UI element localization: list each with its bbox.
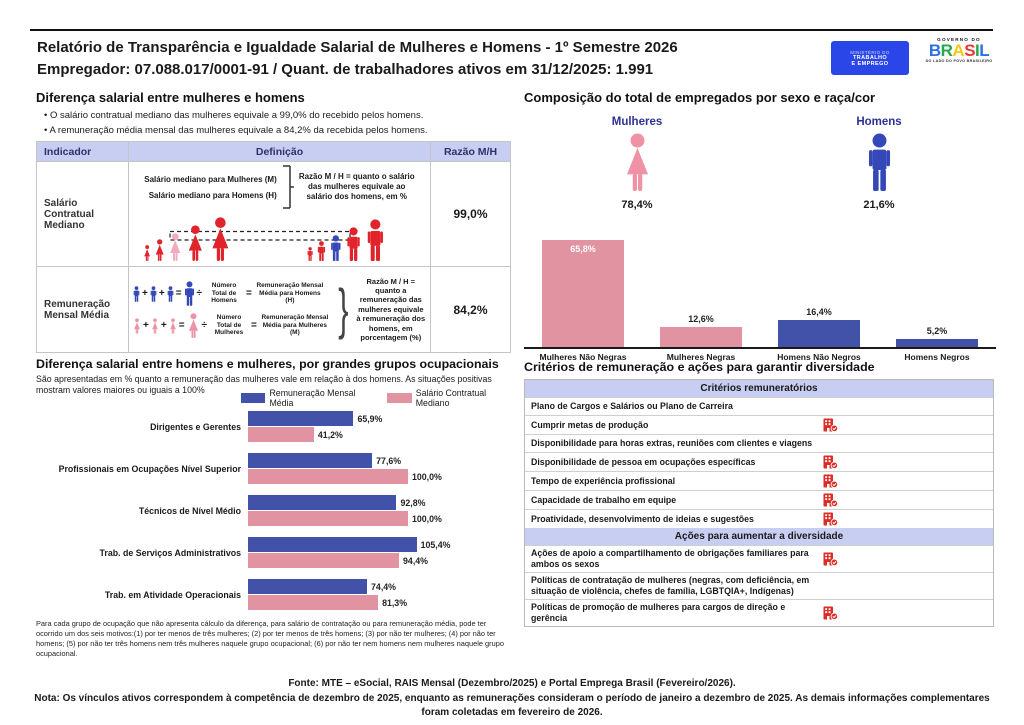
label-salario-homens: Salário mediano para Homens (H) bbox=[148, 190, 277, 200]
comp-bar-slot bbox=[524, 240, 642, 347]
legend-remuneracao bbox=[241, 388, 375, 408]
female-icon bbox=[155, 239, 163, 261]
male-icon bbox=[150, 286, 157, 302]
gov-logo-letter: A bbox=[952, 41, 965, 60]
criteria-row bbox=[525, 599, 993, 626]
ratio-value: 99,0% bbox=[431, 162, 511, 267]
occ-category-label: Profissionais em Ocupações Nível Superior bbox=[58, 463, 241, 474]
homens-percent: 21,6% bbox=[863, 199, 895, 211]
company-check-icon bbox=[823, 418, 838, 432]
occ-bar-value: 105,4% bbox=[420, 539, 451, 550]
occ-chart-row bbox=[36, 537, 516, 569]
male-icon bbox=[307, 247, 312, 261]
label-salario-mulheres: Salário mediano para Mulheres (M) bbox=[144, 174, 277, 184]
top-rule bbox=[30, 29, 993, 31]
indicator-label: Remuneração Mensal Média bbox=[37, 267, 129, 353]
report-subtitle: Empregador: 07.088.017/0001-91 / Quant. de trabalhadores ativos em 31/12/2025: 1.991 bbox=[37, 61, 654, 78]
criteria-label: Políticas de promoção de mulheres para cargos de direção e gerência bbox=[531, 601, 786, 623]
ministry-logo-line2: TRABALHO bbox=[852, 54, 888, 61]
bullet-mean-salary: • A remuneração média mensal das mulheres equivale a 84,2% da recebida pelos homens. bbox=[44, 125, 511, 136]
comp-category-label: Homens Negros bbox=[904, 352, 970, 362]
occ-bar bbox=[248, 553, 399, 568]
section-criteria bbox=[524, 360, 994, 627]
occ-bar bbox=[248, 537, 417, 552]
occ-bar-value: 81,3% bbox=[382, 597, 408, 608]
occ-bar bbox=[248, 579, 367, 594]
occ-bar-line bbox=[248, 537, 516, 552]
col-indicador: Indicador bbox=[37, 142, 129, 162]
comp-category-label: Homens Não Negros bbox=[777, 352, 861, 362]
comp-bar bbox=[542, 240, 624, 347]
occ-category-label: Dirigentes e Gerentes bbox=[150, 421, 241, 432]
male-icon bbox=[317, 241, 324, 261]
equals-op: = bbox=[246, 288, 252, 299]
men-result-label: Remuneração Mensal Média para Homens (H) bbox=[256, 282, 324, 305]
occ-bar-value: 74,4% bbox=[371, 581, 396, 592]
occ-chart-row bbox=[36, 495, 516, 527]
gov-brasil-logo bbox=[916, 37, 1002, 63]
occ-bar-value: 65,9% bbox=[357, 413, 383, 424]
mulheres-label: Mulheres bbox=[611, 116, 663, 128]
divide-op: ÷ bbox=[196, 288, 203, 299]
footer bbox=[32, 677, 992, 721]
occ-bar-line bbox=[248, 411, 516, 426]
criteria-row bbox=[525, 490, 993, 509]
occ-bar-line bbox=[248, 553, 516, 568]
gov-logo-top: GOVERNO DO bbox=[937, 37, 981, 42]
occ-bar bbox=[248, 427, 314, 442]
chart-footnote: Para cada grupo de ocupação que não apresenta cálculo da diferença, para salário de contratação ou para remuneração média, pode ter ocorrido um dos seis motivos:(1) por ter menos de três mulheres; (2) por ter menos de três homens; (3) por não ter mulheres; (4) por não ter homens; (5) por não ter três homens nem três mulheres naquele grupo ocupacional; (6) por não ter nem homens nem mulheres naquele grupo ocupacional. bbox=[36, 619, 504, 658]
legend-swatch-pink bbox=[387, 393, 411, 403]
occ-bar-line bbox=[248, 595, 516, 610]
ratio-definition-note: Razão M / H = quanto a remuneração das mulheres equivale à remuneração dos homens, em porcentagem (%) bbox=[356, 276, 426, 342]
comp-bar-slot bbox=[642, 313, 760, 347]
gov-logo-letter: L bbox=[979, 41, 990, 60]
company-check-icon bbox=[823, 512, 838, 526]
criteria-row bbox=[525, 452, 993, 471]
table-row-remuneracao-media bbox=[37, 267, 511, 353]
female-icon bbox=[144, 245, 150, 261]
occ-bar-group bbox=[248, 495, 516, 527]
ministry-logo-line3: E EMPREGO bbox=[851, 60, 889, 67]
women-result-label: Remuneração Mensal Média para Mulheres (M) bbox=[261, 314, 329, 337]
footer-fonte: Fonte: MTE – eSocial, RAIS Mensal (Dezembro/2025) e Portal Emprega Brasil (Fevereiro/2026). bbox=[288, 678, 736, 689]
group-homens bbox=[814, 116, 944, 211]
chart-legend bbox=[241, 388, 516, 408]
ratio-value: 84,2% bbox=[431, 267, 511, 353]
comp-bar bbox=[660, 313, 742, 347]
criteria-adoption-cell bbox=[823, 493, 987, 507]
gov-logo-letter: B bbox=[928, 41, 941, 60]
comp-bar-slot bbox=[878, 325, 996, 347]
section-composition bbox=[524, 90, 996, 362]
criteria-row bbox=[525, 471, 993, 490]
median-comparison-diagram bbox=[137, 211, 423, 263]
criteria-label: Cumprir metas de produção bbox=[531, 419, 649, 430]
ratio-definition-note: Razão M / H = quanto o salário das mulheres equivale ao salário dos homens, em % bbox=[298, 172, 415, 201]
occ-bar-line bbox=[248, 469, 516, 484]
gov-logo-tagline: DO LADO DO POVO BRASILEIRO bbox=[925, 59, 993, 63]
criteria-section-header: Ações para aumentar a diversidade bbox=[525, 528, 993, 545]
comp-bar-value: 5,2% bbox=[926, 325, 948, 336]
criteria-row bbox=[525, 545, 993, 572]
footer-nota: Nota: Os vínculos ativos correspondem à competência de dezembro de 2025, enquanto as remunerações consideram o período de janeiro a dezembro de 2025. As demais informações complementares foram coletadas em fevereiro de 2026. bbox=[34, 692, 990, 718]
section-occupational bbox=[36, 357, 516, 658]
occ-bar-group bbox=[248, 453, 516, 485]
criteria-table bbox=[524, 379, 994, 627]
plus-op: + bbox=[158, 288, 165, 299]
criteria-adoption-cell bbox=[823, 418, 987, 432]
gov-logo-name bbox=[916, 42, 1002, 59]
legend-label: Remuneração Mensal Média bbox=[269, 388, 356, 408]
male-icon-large bbox=[866, 133, 893, 191]
criteria-label: Ações de apoio a compartilhamento de obrigações familiares para ambos os sexos bbox=[531, 548, 809, 569]
occ-bar-line bbox=[248, 427, 516, 442]
occ-bar bbox=[248, 511, 408, 526]
male-median-icon bbox=[331, 235, 340, 261]
equals-op: = bbox=[178, 320, 185, 331]
section-title: Composição do total de empregados por sexo e raça/cor bbox=[524, 90, 876, 105]
indicator-label: Salário Contratual Mediano bbox=[37, 162, 129, 267]
female-icon bbox=[188, 225, 201, 261]
comp-bar-value: 16,4% bbox=[806, 307, 832, 318]
female-icon-large bbox=[187, 313, 200, 338]
criteria-row bbox=[525, 509, 993, 528]
comp-category-label: Mulheres Negras bbox=[666, 352, 736, 362]
occ-chart-row bbox=[36, 579, 516, 611]
occ-bar-value: 100,0% bbox=[412, 513, 442, 524]
bullet-median-salary: • O salário contratual mediano das mulheres equivale a 99,0% do recebido pelos homens. bbox=[44, 110, 511, 121]
criteria-adoption-cell bbox=[823, 455, 987, 469]
women-total-label: Número Total de Mulheres bbox=[214, 314, 244, 337]
occ-bar bbox=[248, 469, 408, 484]
occ-bar bbox=[248, 453, 372, 468]
company-check-icon bbox=[823, 474, 838, 488]
bracket-icon bbox=[281, 165, 295, 209]
ministry-logo bbox=[831, 41, 909, 75]
legend-salario bbox=[387, 388, 516, 408]
men-average-formula bbox=[133, 281, 331, 306]
section-title: Diferença salarial entre mulheres e homens bbox=[36, 90, 305, 105]
group-mulheres bbox=[572, 116, 702, 211]
comp-category-label: Mulheres Não Negras bbox=[539, 352, 627, 362]
criteria-row bbox=[525, 434, 993, 452]
occ-bar-value: 41,2% bbox=[317, 429, 343, 440]
male-icon bbox=[367, 219, 382, 261]
comp-bar bbox=[778, 307, 860, 347]
ministry-logo-line1: MINISTÉRIO DO bbox=[850, 49, 890, 55]
occ-bar-value: 94,4% bbox=[403, 555, 428, 566]
occ-chart-row bbox=[36, 411, 516, 443]
indicator-table bbox=[36, 141, 511, 353]
occ-category-label: Técnicos de Nível Médio bbox=[138, 505, 241, 516]
report-title: Relatório de Transparência e Igualdade Salarial de Mulheres e Homens - 1º Semestre 2026 bbox=[37, 39, 678, 56]
comp-bar-value: 12,6% bbox=[688, 313, 714, 324]
report-header bbox=[37, 37, 817, 81]
criteria-row bbox=[525, 397, 993, 415]
col-definicao: Definição bbox=[129, 142, 431, 162]
occ-category-label: Trab. em Atividade Operacionais bbox=[104, 589, 241, 600]
gov-logo-letter: R bbox=[940, 41, 953, 60]
gov-logo-letter: S bbox=[964, 41, 976, 60]
occ-bar-group bbox=[248, 411, 516, 443]
legend-label: Salário Contratual Mediano bbox=[415, 388, 487, 408]
occ-bar bbox=[248, 595, 378, 610]
criteria-label: Políticas de contratação de mulheres (negras, com deficiência, em situação de violência, chefes de família, LGBTQIA+, Indígenas) bbox=[531, 574, 810, 596]
company-check-icon bbox=[823, 552, 838, 566]
comp-bar-value: 65,8% bbox=[570, 244, 596, 255]
women-average-formula bbox=[133, 313, 331, 338]
occ-bar-line bbox=[248, 453, 516, 468]
men-total-label: Número Total de Homens bbox=[211, 282, 237, 305]
comp-bar-slot bbox=[760, 307, 878, 347]
male-icon bbox=[167, 286, 174, 302]
table-row-salario-mediano bbox=[37, 162, 511, 267]
male-icon-large bbox=[184, 281, 195, 306]
occ-bar-value: 100,0% bbox=[412, 471, 442, 482]
female-icon bbox=[151, 318, 159, 334]
section-title: Diferença salarial entre homens e mulheres, por grandes grupos ocupacionais bbox=[36, 357, 499, 371]
salary-bullets bbox=[44, 110, 511, 136]
criteria-section-header: Critérios remuneratórios bbox=[525, 380, 993, 397]
male-icon bbox=[133, 286, 140, 302]
equals-op: = bbox=[175, 288, 182, 299]
female-icon bbox=[169, 318, 177, 334]
plus-op: + bbox=[142, 288, 148, 299]
company-check-icon bbox=[823, 493, 838, 507]
col-razao: Razão M/H bbox=[431, 142, 511, 162]
legend-swatch-blue bbox=[241, 393, 265, 403]
occ-chart-row bbox=[36, 453, 516, 485]
male-icon bbox=[347, 227, 359, 261]
plus-op: + bbox=[160, 320, 167, 331]
occ-bar bbox=[248, 411, 353, 426]
criteria-adoption-cell bbox=[823, 474, 987, 488]
composition-bar-chart bbox=[524, 231, 996, 349]
female-median-icon bbox=[170, 233, 180, 261]
table-header-row bbox=[37, 142, 511, 162]
occ-bar-line bbox=[248, 511, 516, 526]
brace-icon: } bbox=[338, 277, 349, 341]
plus-op: + bbox=[143, 320, 149, 331]
occ-bar-group bbox=[248, 537, 516, 569]
occupational-bar-chart bbox=[36, 411, 516, 621]
homens-label: Homens bbox=[856, 116, 902, 128]
occ-bar-line bbox=[248, 495, 516, 510]
criteria-label: Disponibilidade para horas extras, reuniões com clientes e viagens bbox=[531, 438, 813, 448]
criteria-label: Plano de Cargos e Salários ou Plano de Carreira bbox=[531, 401, 733, 411]
criteria-adoption-cell bbox=[823, 552, 987, 566]
occ-bar-line bbox=[248, 579, 516, 594]
female-icon-large bbox=[622, 133, 653, 191]
criteria-label: Disponibilidade de pessoa em ocupações específicas bbox=[531, 456, 756, 467]
definition-cell bbox=[129, 267, 431, 353]
occ-bar-group bbox=[248, 579, 516, 611]
female-icon bbox=[133, 318, 141, 334]
definition-cell bbox=[129, 162, 431, 267]
gov-logo-letter: I bbox=[975, 41, 980, 60]
criteria-adoption-cell bbox=[823, 606, 987, 620]
equals-op: = bbox=[251, 320, 257, 331]
female-icon bbox=[212, 217, 228, 261]
criteria-label: Tempo de experiência profissional bbox=[531, 475, 676, 486]
criteria-adoption-cell bbox=[823, 512, 987, 526]
criteria-row bbox=[525, 572, 993, 599]
occ-category-label: Trab. de Serviços Administrativos bbox=[99, 547, 241, 558]
criteria-label: Capacidade de trabalho em equipe bbox=[531, 494, 677, 505]
company-check-icon bbox=[823, 455, 838, 469]
section-salary-difference bbox=[36, 90, 511, 353]
section-title: Critérios de remuneração e ações para garantir diversidade bbox=[524, 360, 875, 374]
divide-op: ÷ bbox=[201, 320, 208, 331]
occ-bar-value: 77,6% bbox=[376, 455, 402, 466]
mulheres-percent: 78,4% bbox=[621, 199, 653, 211]
criteria-label: Proatividade, desenvolvimento de ideias e sugestões bbox=[531, 513, 754, 524]
chart-subtitle: São apresentadas em % quanto a remuneração das mulheres vale em relação à dos homens. As situações positivas mostram valores maiores ou iguais a 100% bbox=[36, 374, 492, 396]
company-check-icon bbox=[823, 606, 838, 620]
comp-bar bbox=[896, 325, 978, 347]
occ-bar bbox=[248, 495, 396, 510]
occ-bar-value: 92,8% bbox=[400, 497, 426, 508]
criteria-row bbox=[525, 415, 993, 434]
